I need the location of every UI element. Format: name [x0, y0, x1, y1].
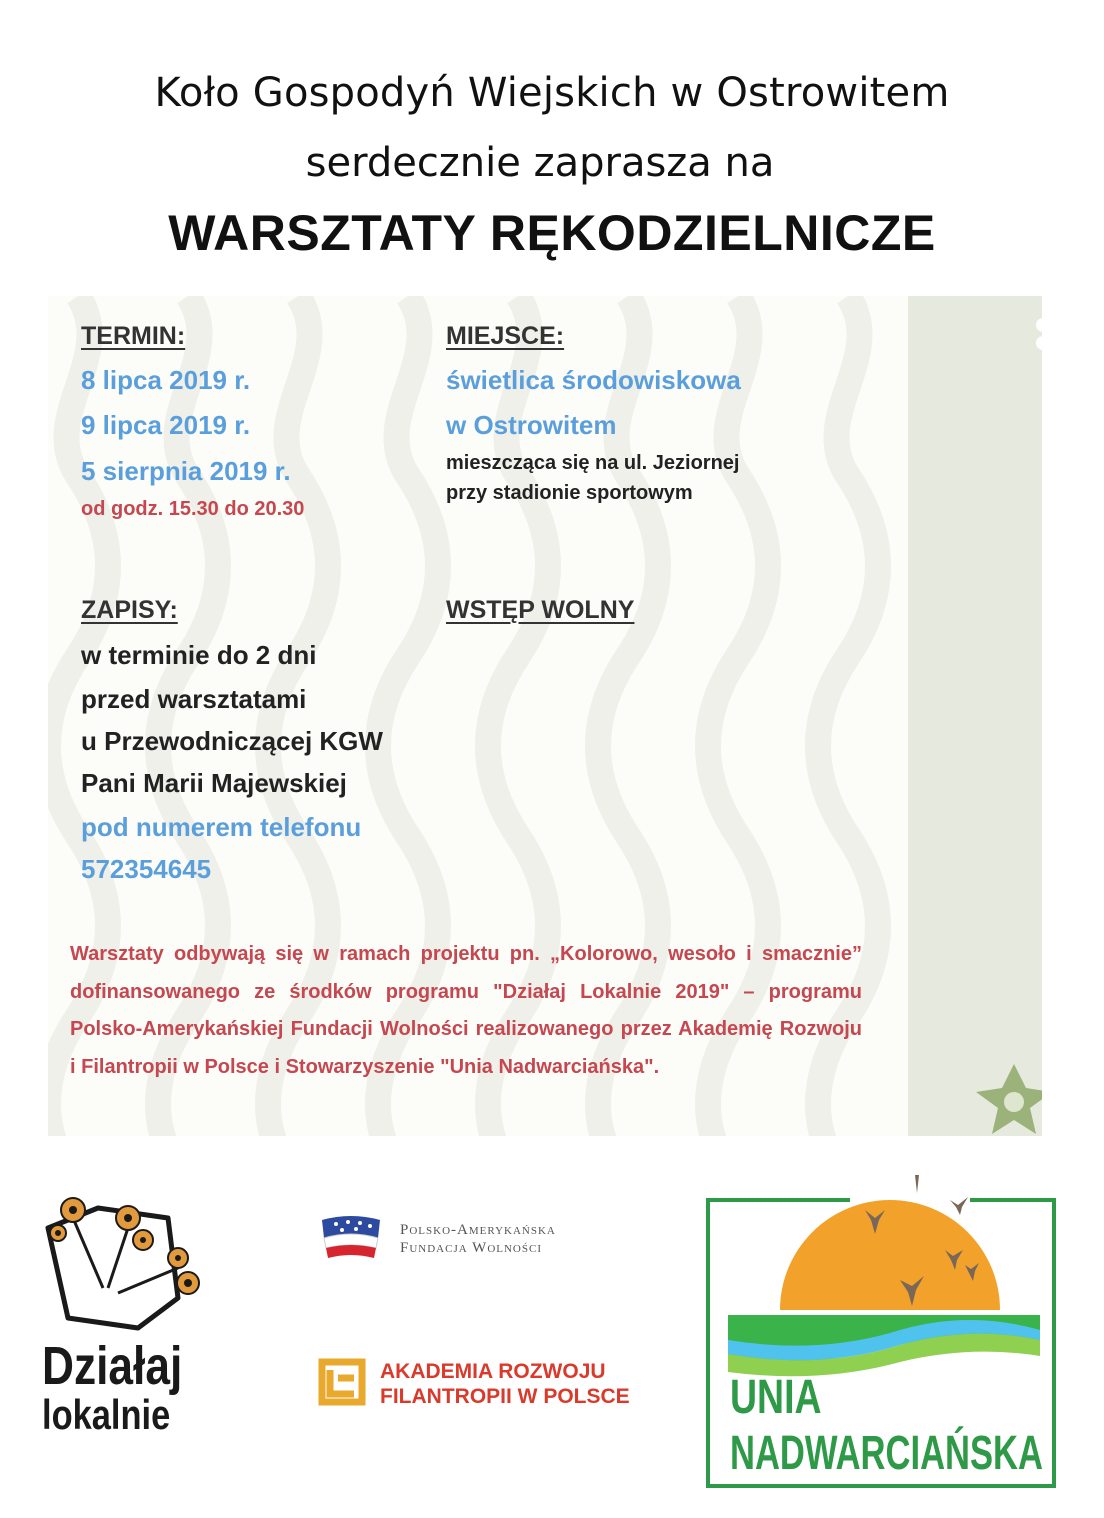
pafw-name-line1: Polsko-Amerykańska	[400, 1222, 556, 1238]
organizer-line: Koło Gospodyń Wiejskich w Ostrowitem	[154, 70, 950, 116]
place-name: świetlica środowiskowa	[446, 365, 741, 395]
free-entry-label: WSTĘP WOLNY	[446, 596, 635, 624]
decorative-sidebar	[908, 296, 1042, 1136]
unia-nadwarcianska-logo	[700, 1140, 1062, 1492]
zapisy-line: Pani Marii Majewskiej	[81, 768, 347, 798]
phone-label: pod numerem telefonu	[81, 812, 362, 842]
date-item: 9 lipca 2019 r.	[81, 410, 251, 440]
hours-text: od godz. 15.30 do 20.30	[81, 498, 305, 520]
pafw-logo	[318, 1212, 618, 1272]
zapisy-line: w terminie do 2 dni	[81, 640, 317, 670]
arfp-logo	[318, 1358, 678, 1418]
flowers-icon	[28, 1188, 218, 1338]
project-info-text: Warsztaty odbywają się w ramach projektu pn. „Kolorowo, wesoło i smacznie” dofinansowanego ze środków programu "Działaj Lokalnie 2019" – programu Polsko-Amerykańskiej Fundacji Wolności realizowanego przez Akademię Rozwoju i Filantropii w Polsce i Stowarzyszenie "Unia Nadwarciańska".	[70, 943, 862, 1078]
leaf-icon	[974, 1058, 1042, 1138]
nadwarcianska-text: NADWARCIAŃSKA	[730, 1427, 1043, 1480]
arfp-name-line1: AKADEMIA ROZWOJU	[380, 1360, 606, 1383]
zapisy-line: przed warsztatami	[81, 684, 307, 714]
date-item: 8 lipca 2019 r.	[81, 365, 251, 395]
miejsce-heading: MIEJSCE:	[446, 322, 565, 350]
address-line: przy stadionie sportowym	[446, 482, 693, 504]
unia-text: UNIA	[730, 1371, 822, 1424]
invitation-line: serdecznie zaprasza na	[305, 140, 775, 186]
phone-number: 572354645	[81, 854, 212, 884]
pafw-emblem-icon	[318, 1212, 384, 1262]
termin-heading: TERMIN:	[81, 322, 186, 350]
address-line: mieszcząca się na ul. Jeziornej	[446, 452, 740, 474]
zapisy-heading: ZAPISY:	[81, 596, 178, 624]
place-town: w Ostrowitem	[446, 410, 617, 440]
arfp-name-line2: FILANTROPII W POLSCE	[380, 1385, 630, 1408]
date-item: 5 sierpnia 2019 r.	[81, 456, 291, 486]
event-title: WARSZTATY RĘKODZIELNICZE	[168, 205, 936, 261]
arfp-emblem-icon	[318, 1358, 366, 1406]
pafw-name-line2: Fundacja Wolności	[400, 1240, 542, 1256]
lokalnie-text: lokalnie	[42, 1391, 171, 1438]
zapisy-line: u Przewodniczącej KGW	[81, 726, 383, 756]
dzialaj-text: Działaj	[42, 1336, 183, 1396]
dzialaj-lokalnie-logo	[28, 1188, 218, 1448]
